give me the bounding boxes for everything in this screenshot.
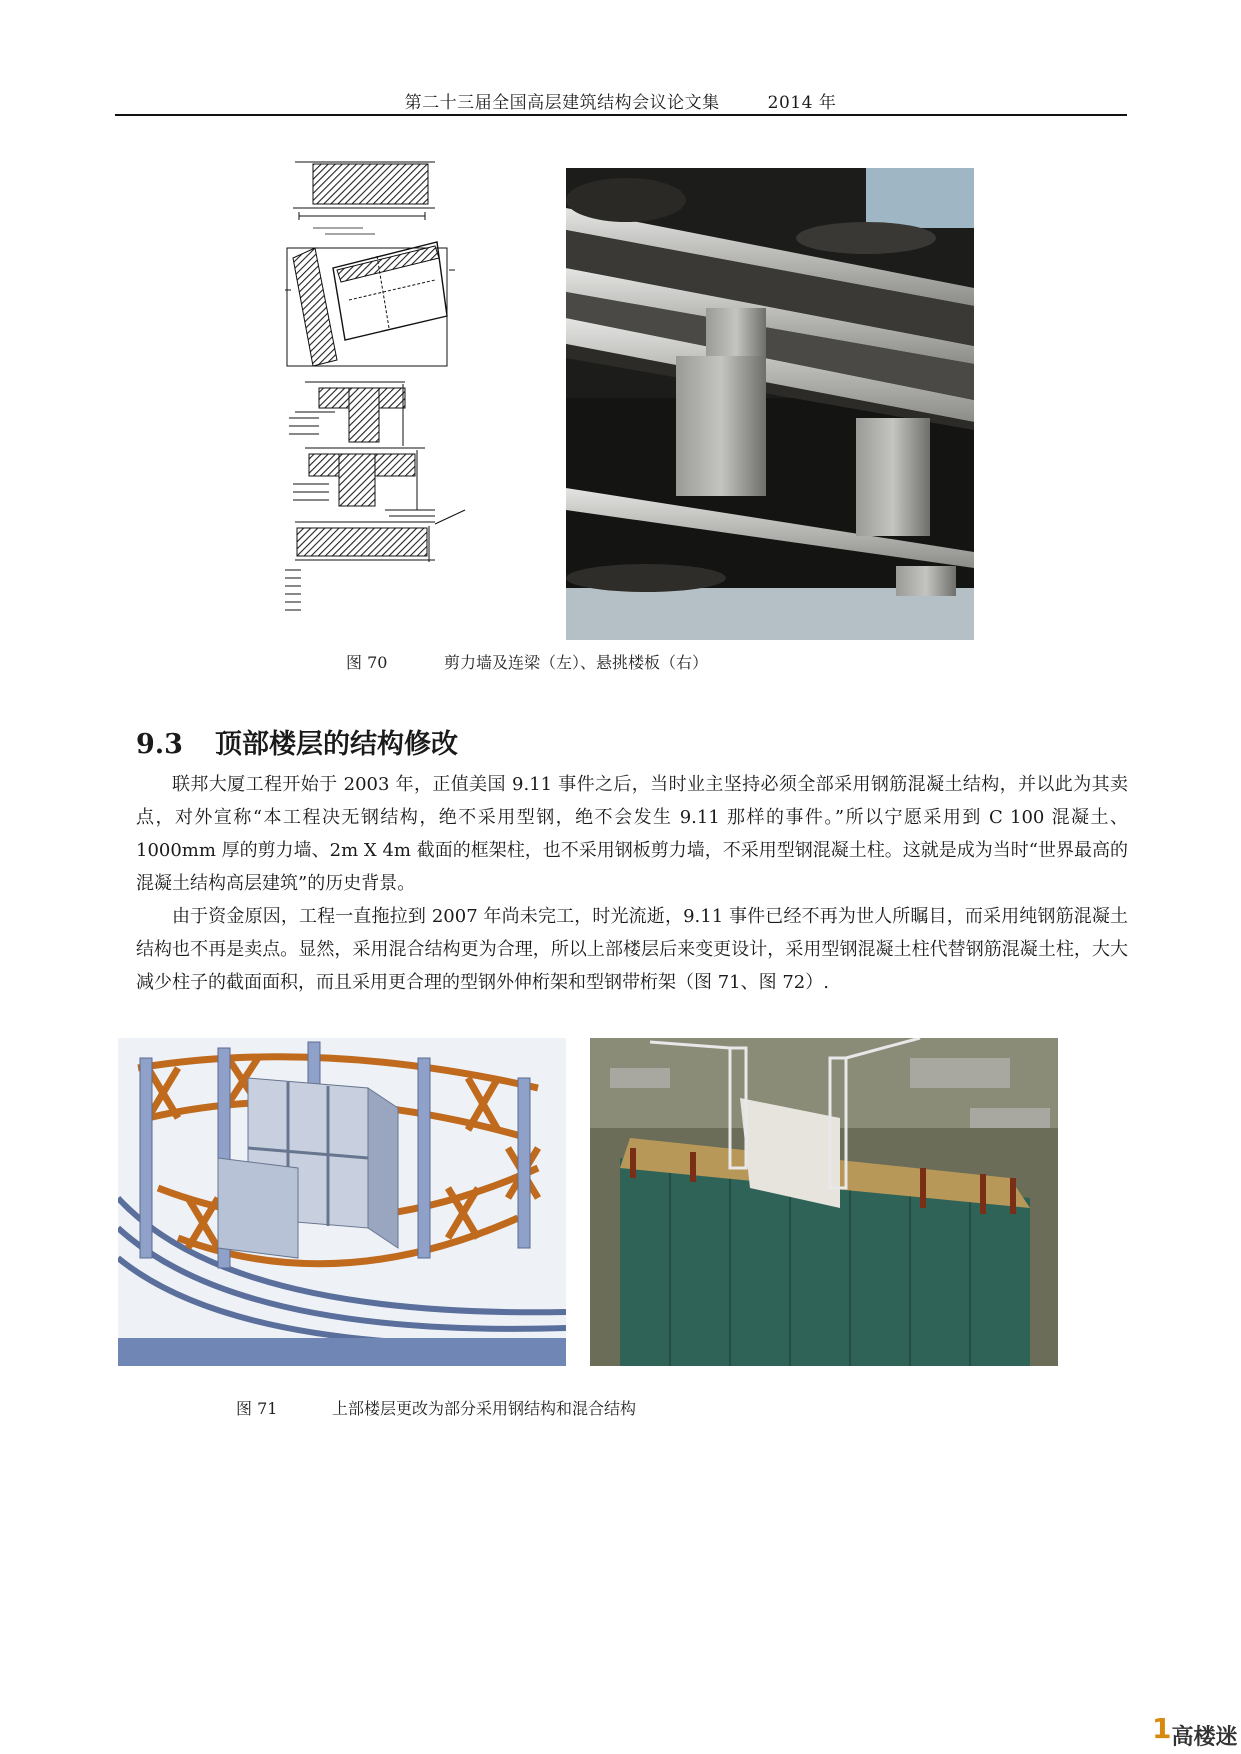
figure70-caption bbox=[346, 650, 708, 673]
running-header bbox=[0, 88, 1241, 113]
figure70-photo bbox=[566, 168, 974, 640]
section-heading bbox=[136, 722, 458, 761]
figure71-photo bbox=[590, 1038, 1058, 1366]
paragraph-1: 联邦大厦工程开始于 2003 年，正值美国 9.11 事件之后，当时业主坚持必须全部采用钢筋混凝土结构，并以此为其卖点，对外宣称“本工程决无钢结构，绝不采用型钢，绝不会发生 9.11 那样的事件。”所以宁愿采用到 C 100 混凝土、1000mm 厚的剪力墙、2m X 4m 截面的框架柱，也不采用钢板剪力墙，不采用型钢混凝土柱。这就是成为当时“世界最高的混凝土结构高层建筑”的历史背景。 bbox=[136, 774, 1128, 894]
drawing-t-section bbox=[289, 382, 405, 446]
watermark-digit: 1 bbox=[1152, 1712, 1172, 1745]
figure70-caption-text: 剪力墙及连梁（左）、悬挑楼板（右） bbox=[444, 653, 709, 672]
figure71-caption-text: 上部楼层更改为部分采用钢结构和混合结构 bbox=[332, 1399, 637, 1418]
figure71-number: 图 71 bbox=[236, 1399, 278, 1418]
header-title: 第二十三届全国高层建筑结构会议论文集 bbox=[404, 93, 720, 113]
site-watermark bbox=[1152, 1712, 1238, 1751]
drawing-wall-section bbox=[293, 162, 435, 234]
watermark-text: 高楼迷 bbox=[1171, 1725, 1238, 1750]
cantilever-slab-photo-svg bbox=[566, 168, 974, 640]
column-2 bbox=[856, 418, 930, 536]
figure70-drawings bbox=[285, 150, 505, 640]
paragraph-2: 由于资金原因，工程一直拖拉到 2007 年尚未完工，时光流逝，9.11 事件已经不再为世人所瞩目，而采用纯钢筋混凝土结构也不再是卖点。显然，采用混合结构更为合理，所以上部楼层后来变更设计，采用型钢混凝土柱代替钢筋混凝土柱，大大减少柱子的截面面积，而且采用更合理的型钢外伸桁架和型钢带桁架（图 71、图 72）. bbox=[136, 906, 1128, 993]
header-rule bbox=[115, 114, 1127, 116]
drawing-slab-section bbox=[285, 510, 465, 610]
section-title: 顶部楼层的结构修改 bbox=[214, 729, 458, 760]
figure71-model bbox=[118, 1038, 566, 1366]
steel-truss-model-svg bbox=[118, 1038, 566, 1366]
drawing-beam-section bbox=[293, 448, 435, 516]
header-year: 2014 年 bbox=[767, 93, 837, 113]
drawing-plan-view bbox=[285, 242, 455, 366]
figure71-caption bbox=[236, 1396, 636, 1419]
construction-photo-svg bbox=[590, 1038, 1058, 1366]
column-1 bbox=[676, 356, 766, 496]
figure70-number: 图 70 bbox=[346, 653, 388, 672]
shear-wall-drawings-svg bbox=[285, 150, 505, 640]
section-number: 9.3 bbox=[136, 729, 183, 760]
